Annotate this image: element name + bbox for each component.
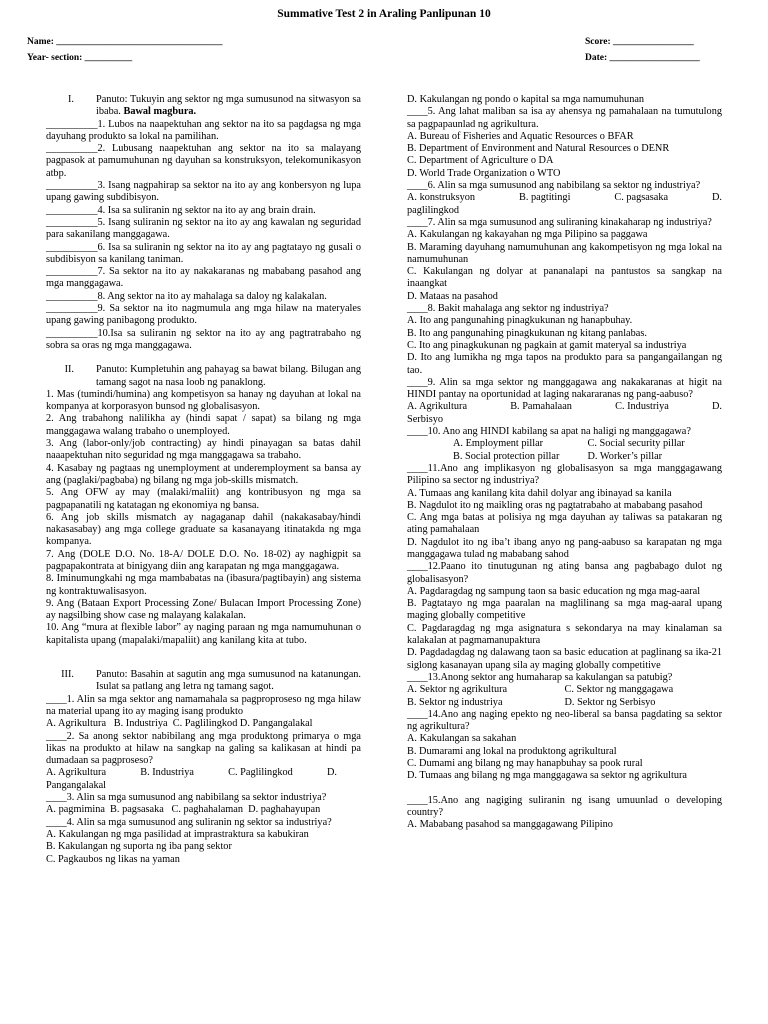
option: B. Industriya xyxy=(140,767,194,779)
part2-items xyxy=(46,389,361,647)
part1-item: __________4. Isa sa suliranin ng sektor na ito ay ang brain drain. xyxy=(46,204,316,216)
right-column xyxy=(407,94,722,832)
question-8: ____8. Bakit mahalaga ang sektor ng industriya? xyxy=(407,303,609,315)
option: A. Agrikultura xyxy=(407,401,468,413)
year-section-field: Year- section: __________ xyxy=(27,53,133,63)
part2-item: 6. Ang job skills mismatch ay nagaganap dahil (nakakasabay/hindi nakasasabay) ang mga college graduate sa kasanayang itinatakda ng mga kompanya. xyxy=(46,511,361,548)
question-3-options: A. pagmimina B. pagsasaka C. paghahalaman D. paghahayupan xyxy=(46,804,321,816)
option: B. Ito ang pangunahing pinagkukunan ng kitang panlabas. xyxy=(407,327,647,339)
part1-item: __________1. Lubos na naapektuhan ang sektor na ito sa pagdagsa ng mga dayuhang produkto sa lokal na pamilihan. xyxy=(46,118,361,142)
part2-item: 8. Iminumungkahi ng mga mambabatas na (ibasura/pagtibayin) ang sistema ng kontraktuwalisasyon. xyxy=(46,573,361,597)
part1-item: __________10.Isa sa suliranin ng sektor na ito ay ang pagtratrabaho ng sobra sa oras ng mga manggagawa. xyxy=(46,327,361,351)
option: D. xyxy=(711,192,722,204)
option: C. Kakulangan ng dolyar at pananalapi na pantustos sa sangkap na inaangkat xyxy=(407,266,722,290)
part1-items xyxy=(46,119,361,353)
question-2: ____2. Sa anong sektor nabibilang ang mga produktong primarya o mga likas na produkto at hilaw na sangkap na galing sa kalikasan at hindi pa dumadaan sa pagproseso? xyxy=(46,730,361,767)
part2-item: 5. Ang OFW ay may (malaki/maliit) ang kontribusyon ng mga sa pagpapanatili ng katatagan ng ekonomiya ng bansa. xyxy=(46,487,361,511)
date-field: Date: ___________________ xyxy=(585,53,700,63)
part2-instructions xyxy=(46,364,361,389)
part3-number: III. xyxy=(61,669,74,681)
option: A. Kakulangan ng mga pasilidad at imprastraktura sa kabukiran xyxy=(46,828,309,840)
part1-item: __________3. Isang nagpahirap sa sektor na ito ay ang konbersyon ng lupa upang gawing subdibisyon. xyxy=(46,180,361,204)
option: B. Nagdulot ito ng maikling oras ng pagtatrabaho at mababang pasahod xyxy=(407,499,703,511)
question-2-options xyxy=(46,767,361,779)
part3-instruction-text: Panuto: Basahin at sagutin ang mga sumusunod na katanungan. Isulat sa patlang ang letra ng tamang sagot. xyxy=(96,669,361,693)
option: D. Sektor ng Serbisyo xyxy=(564,696,656,708)
option: Serbisyo xyxy=(407,413,444,425)
part3-instructions xyxy=(46,669,361,694)
question-1: ____1. Alin sa mga sektor ang namamahala sa pagproproseso ng mga hilaw na material upang ito ay maging isang produkto xyxy=(46,693,361,717)
question-6-options xyxy=(407,192,722,204)
part1-number: I. xyxy=(67,94,74,105)
question-14: ____14.Ano ang naging epekto ng neo-liberal sa bansa pagdating sa sektor ng agrikultura? xyxy=(407,708,722,733)
option: C. pagsasaka xyxy=(614,192,669,204)
part1-item: __________6. Isa sa suliranin ng sektor na ito ay ang pagtatayo ng gusali o subdibisyon sa kanilang taniman. xyxy=(46,241,361,265)
option: B. Kakulangan ng suporta ng iba pang sektor xyxy=(46,841,232,853)
option: C. Sektor ng manggagawa xyxy=(564,684,674,696)
question-11: ____11.Ano ang implikasyon ng globalisasyon sa mga manggagawang Pilipino sa sector ng industriya? xyxy=(407,462,722,487)
part1-item: __________9. Sa sektor na ito nagmumula ang mga hilaw na materyales upang gawing panibagong produkto. xyxy=(46,303,361,327)
part1-item: __________5. Isang suliranin ng sektor na ito ay ang kawalan ng seguridad para sakanilang manggagawa. xyxy=(46,216,361,241)
option: A. Sektor ng agrikultura xyxy=(407,684,508,696)
question-6: ____6. Alin sa mga sumusunod ang nabibilang sa sektor ng industriya? xyxy=(407,180,701,192)
part2-number: II. xyxy=(64,364,74,376)
option: B. Pagtatayo ng mga paaralan na maglilinang sa mga mag-aaral upang maging globally competitive xyxy=(407,598,722,622)
question-10: ____10. Ano ang HINDI kabilang sa apat na haligi ng manggagawa? xyxy=(407,426,691,438)
question-15: ____15.Ano ang nagiging suliranin ng isang umuunlad o developing country? xyxy=(407,794,722,818)
option: B. Department of Environment and Natural Resources o DENR xyxy=(407,143,670,155)
left-column xyxy=(46,94,361,866)
question-1-options: A. Agrikultura B. Industriya C. Paglilingkod D. Pangangalakal xyxy=(46,718,313,730)
score-field: Score: _________________ xyxy=(585,37,694,47)
option: Pangangalakal xyxy=(46,779,107,791)
option: A. Kakulangan sa sakahan xyxy=(407,733,517,745)
question-13-options xyxy=(407,684,722,709)
option: D. Tumaas ang bilang ng mga manggagawa sa sektor ng agrikultura xyxy=(407,770,687,782)
option: C. Social security pillar xyxy=(587,438,685,450)
option: B. Social protection pillar xyxy=(453,450,560,462)
part2-item: 2. Ang trabahong nalilikha ay (hindi sapat / sapat) sa bilang ng mga manggagawa walang trabaho o unemployed. xyxy=(46,413,361,437)
option: A. Pagdaragdag ng sampung taon sa basic education ng mga mag-aaral xyxy=(407,585,701,597)
question-9-options xyxy=(407,401,722,413)
part2-item: 4. Kasabay ng pagtaas ng unemployment at underemployment sa bansa ay ang (paglaki/pagbaba) ng bilang ng mga job-skills mismatch. xyxy=(46,462,361,486)
part1-item: __________7. Sa sektor na ito ay nakakaranas ng mababang pasahod ang mga manggagawa. xyxy=(46,266,361,290)
option: C. Pagdaragdag ng mga asignatura s sekondarya na may kinalaman sa kalakalan at pagmamanupaktura xyxy=(407,622,722,647)
part2-item: 7. Ang (DOLE D.O. No. 18-A/ DOLE D.O. No. 18-02) ay naghigpit sa pagpapakontrata at binigyang diin ang karapatan ng mga manggagawa. xyxy=(46,548,361,572)
option: C. Ang mga batas at polisiya ng mga dayuhan ay taliwas sa patakaran ng ating pamahalaan xyxy=(407,512,722,536)
part2-item: 1. Mas (tumindi/humina) ang kompetisyon sa hanay ng dayuhan at lokal na kompanya at korporasyon bunsod ng globalisasyon. xyxy=(46,388,361,413)
option: A. Agrikultura xyxy=(46,767,107,779)
question-9: ____9. Alin sa mga sektor ng manggagawa ang nakakaranas at higit na HINDI pantay na oportunidad at laging nakararanas ng pang-aabuso? xyxy=(407,376,722,401)
option: C. Industriya xyxy=(615,401,669,413)
option: D. Nagdulot ito ng iba’t ibang anyo ng pang-aabuso sa karapatan ng mga manggagawa tulad ng mababang sahod xyxy=(407,536,722,560)
question-5: ____5. Ang lahat maliban sa isa ay ahensya ng pamahalaan na tumutulong sa pagpapaunlad ng agrikultura. xyxy=(407,106,722,130)
question-3: ____3. Alin sa mga sumusunod ang nabibilang sa sektor industriya? xyxy=(46,792,327,804)
option: A. Tumaas ang kanilang kita dahil dolyar ang ibinayad sa kanila xyxy=(407,487,672,499)
option: D. Pagdadagdag ng dalawang taon sa basic education at paglinang sa ika-21 siglong kasanayan upang sila ay maging globally competitive xyxy=(407,647,722,671)
option: A. Mababang pasahod sa manggagawang Pilipino xyxy=(407,819,613,831)
part2-instruction-text: Panuto: Kumpletuhin ang pahayag sa bawat bilang. Bilugan ang tamang sagot na nasa loob ng panaklong. xyxy=(96,364,361,388)
option: A. Employment pillar xyxy=(453,438,544,450)
question-13: ____13.Anong sektor ang humaharap sa kakulangan sa patubig? xyxy=(407,671,673,683)
question-12: ____12.Paano ito tinutugunan ng ating bansa ang pagbabago dulot ng globalisasyon? xyxy=(407,561,722,585)
part2-item: 10. Ang “mura at flexible labor” ay naging paraan ng mga namumuhunan o kapitalista upang (mapalaki/mapaliit) ang kanilang kita at tubo. xyxy=(46,622,361,646)
option: C. Paglilingkod xyxy=(228,767,293,779)
part1-item: __________2. Lubusang naapektuhan ang sektor na ito sa malayang pagpasok at pamumuhunan ng dayuhan sa konstruksyon, telekomunikasyon atbp. xyxy=(46,143,361,179)
part2-item: 3. Ang (labor-only/job contracting) ay hindi pinayagan sa batas dahil naaapektuhan nito seguridad ng mga manggagawa sa trabaho. xyxy=(46,438,361,462)
option: D. xyxy=(711,401,722,413)
option: B. Pamahalaan xyxy=(510,401,572,413)
option: C. Department of Agriculture o DA xyxy=(407,155,554,167)
part1-instructions xyxy=(46,94,361,119)
option: A. konstruksyon xyxy=(407,192,476,204)
option: C. Pagkaubos ng likas na yaman xyxy=(46,853,180,865)
option: A. Bureau of Fisheries and Aquatic Resources o BFAR xyxy=(407,130,634,142)
part1-instruction-text: Panuto: Tukuyin ang sektor ng mga sumusunod na sitwasyon sa ibaba. xyxy=(96,94,361,118)
option: D. World Trade Organization o WTO xyxy=(407,167,561,179)
page-title: Summative Test 2 in Araling Panlipunan 10 xyxy=(277,8,491,20)
part1-instruction-bold: Bawal magbura. xyxy=(123,106,197,118)
option: C. Dumami ang bilang ng may hanapbuhay sa pook rural xyxy=(407,758,643,770)
option: A. Kakulangan ng kakayahan ng mga Pilipino sa paggawa xyxy=(407,229,648,241)
question-7: ____7. Alin sa mga sumusunod ang suliraning kinakaharap ng industriya? xyxy=(407,216,712,228)
part1-item: __________8. Ang sektor na ito ay mahalaga sa daloy ng kalakalan. xyxy=(46,290,327,302)
option: D. Mataas na pasahod xyxy=(407,290,498,302)
option: C. Ito ang pinagkukunan ng pagkain at gamit materyal sa industriya xyxy=(407,339,687,351)
question-10-options xyxy=(407,438,722,463)
name-field: Name: ___________________________________ xyxy=(27,37,223,47)
option: D. Kakulangan ng pondo o kapital sa mga namumuhunan xyxy=(407,94,645,105)
option: A. Ito ang pangunahing pinagkukunan ng hanapbuhay. xyxy=(407,315,633,327)
option: B. Maraming dayuhang namumuhunan ang kakompetisyon ng mga lokal na namumuhunan xyxy=(407,241,722,265)
part2-item: 9. Ang (Bataan Export Processing Zone/ Bulacan Import Processing Zone) ay nagsilbing show case ng malayang kalakalan. xyxy=(46,597,361,622)
option: B. Dumarami ang lokal na produktong agrikultural xyxy=(407,745,617,757)
option: B. pagtitingi xyxy=(518,192,571,204)
question-4: ____4. Alin sa mga sumusunod ang suliranin ng sektor sa industriya? xyxy=(46,816,332,828)
option: paglilingkod xyxy=(407,204,460,216)
option: B. Sektor ng industriya xyxy=(407,696,503,708)
option: D. Worker’s pillar xyxy=(587,450,663,462)
option: D. xyxy=(326,767,337,779)
option: D. Ito ang lumikha ng mga tapos na produkto para sa pangangailangan ng tao. xyxy=(407,352,722,376)
